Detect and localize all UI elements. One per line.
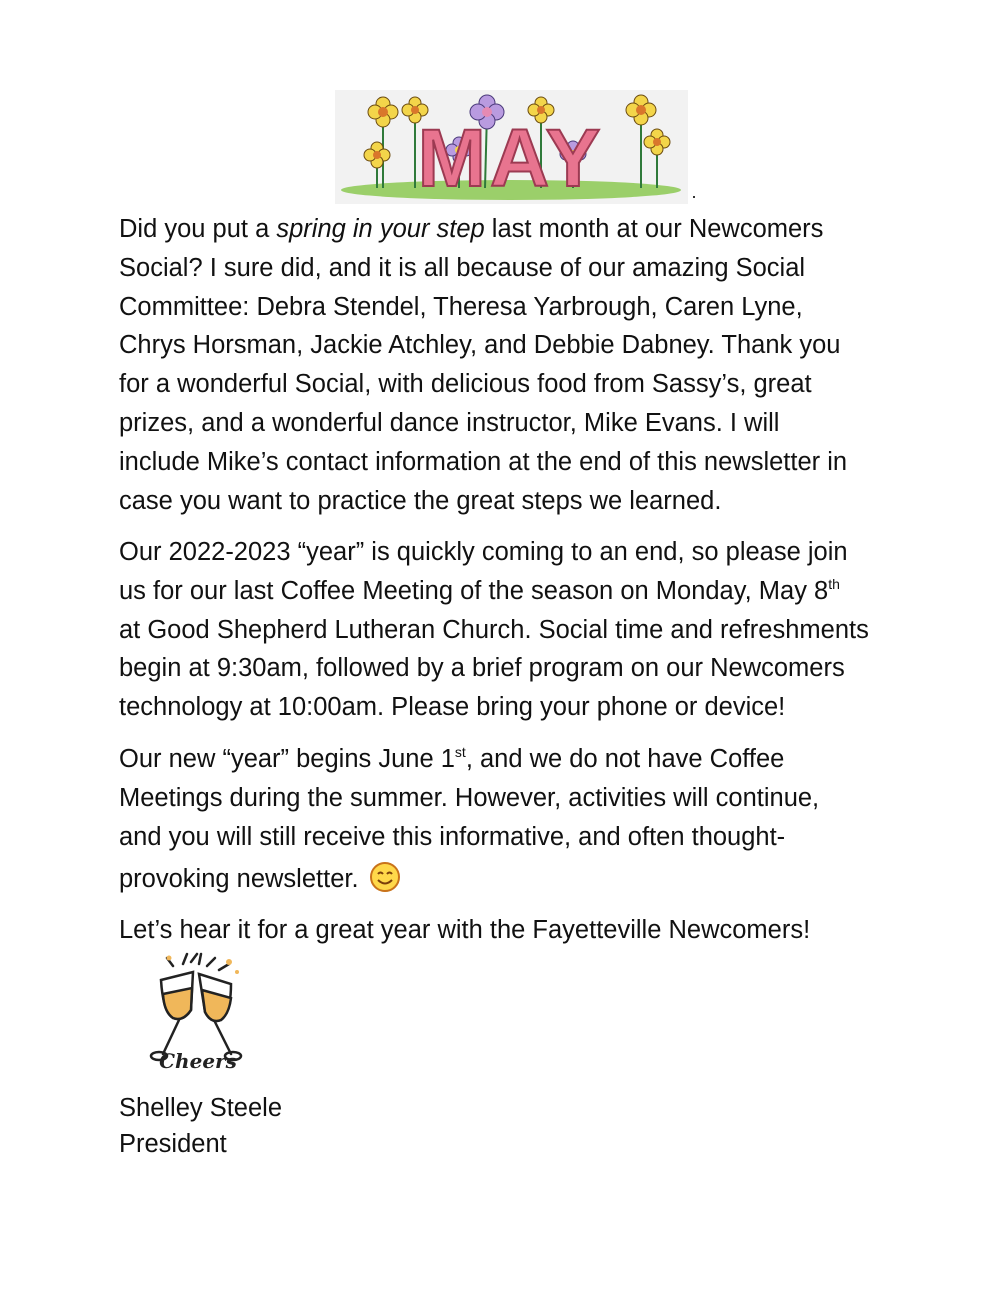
champagne-toast-icon — [133, 950, 263, 1080]
signature-name: Shelley Steele — [119, 1094, 283, 1122]
signature-title: President — [119, 1130, 227, 1158]
stray-dot — [693, 196, 695, 198]
may-banner — [335, 90, 688, 204]
may-title: MAY — [417, 113, 605, 204]
signature-block — [119, 1090, 919, 1162]
paragraph-new-year: Our new “year” begins June 1st, and we do not have Coffee Meetings during the summer. However, activities will continue, and you will still receive this informative, and often thought- provoking newsletter. — [119, 744, 820, 894]
emphasis-phrase: spring in your step — [276, 215, 485, 243]
paragraph-social-thanks: Did you put a spring in your step last month at our Newcomers Social? I sure did, and it is all because of our amazing Social Committee: Debra Stendel, Theresa Yarbrough, Caren Lyne, Chrys Horsman, Jackie Atchley, and Debbie Dabney. Thank you for a wonderful Social, with delicious food from Sassy’s, great prizes, and a wonderful dance instructor, Mike Evans. I will include Mike’s contact information at the end of this newsletter in case you want to practice the great steps we learned. — [119, 215, 848, 515]
smiley-face-icon — [369, 861, 401, 893]
paragraph-closing: Let’s hear it for a great year with the Fayetteville Newcomers! — [119, 916, 811, 944]
cheers-label: Cheers — [159, 1049, 237, 1073]
paragraph-coffee-meeting: Our 2022-2023 “year” is quickly coming to an end, so please join us for our last Coffee Meeting of the season on Monday, May 8th at Good Shepherd Lutheran Church. Social time and refreshments begin at 9:30am, followed by a brief program on our Newcomers technology at 10:00am. Please bring your phone or device! — [119, 538, 869, 722]
